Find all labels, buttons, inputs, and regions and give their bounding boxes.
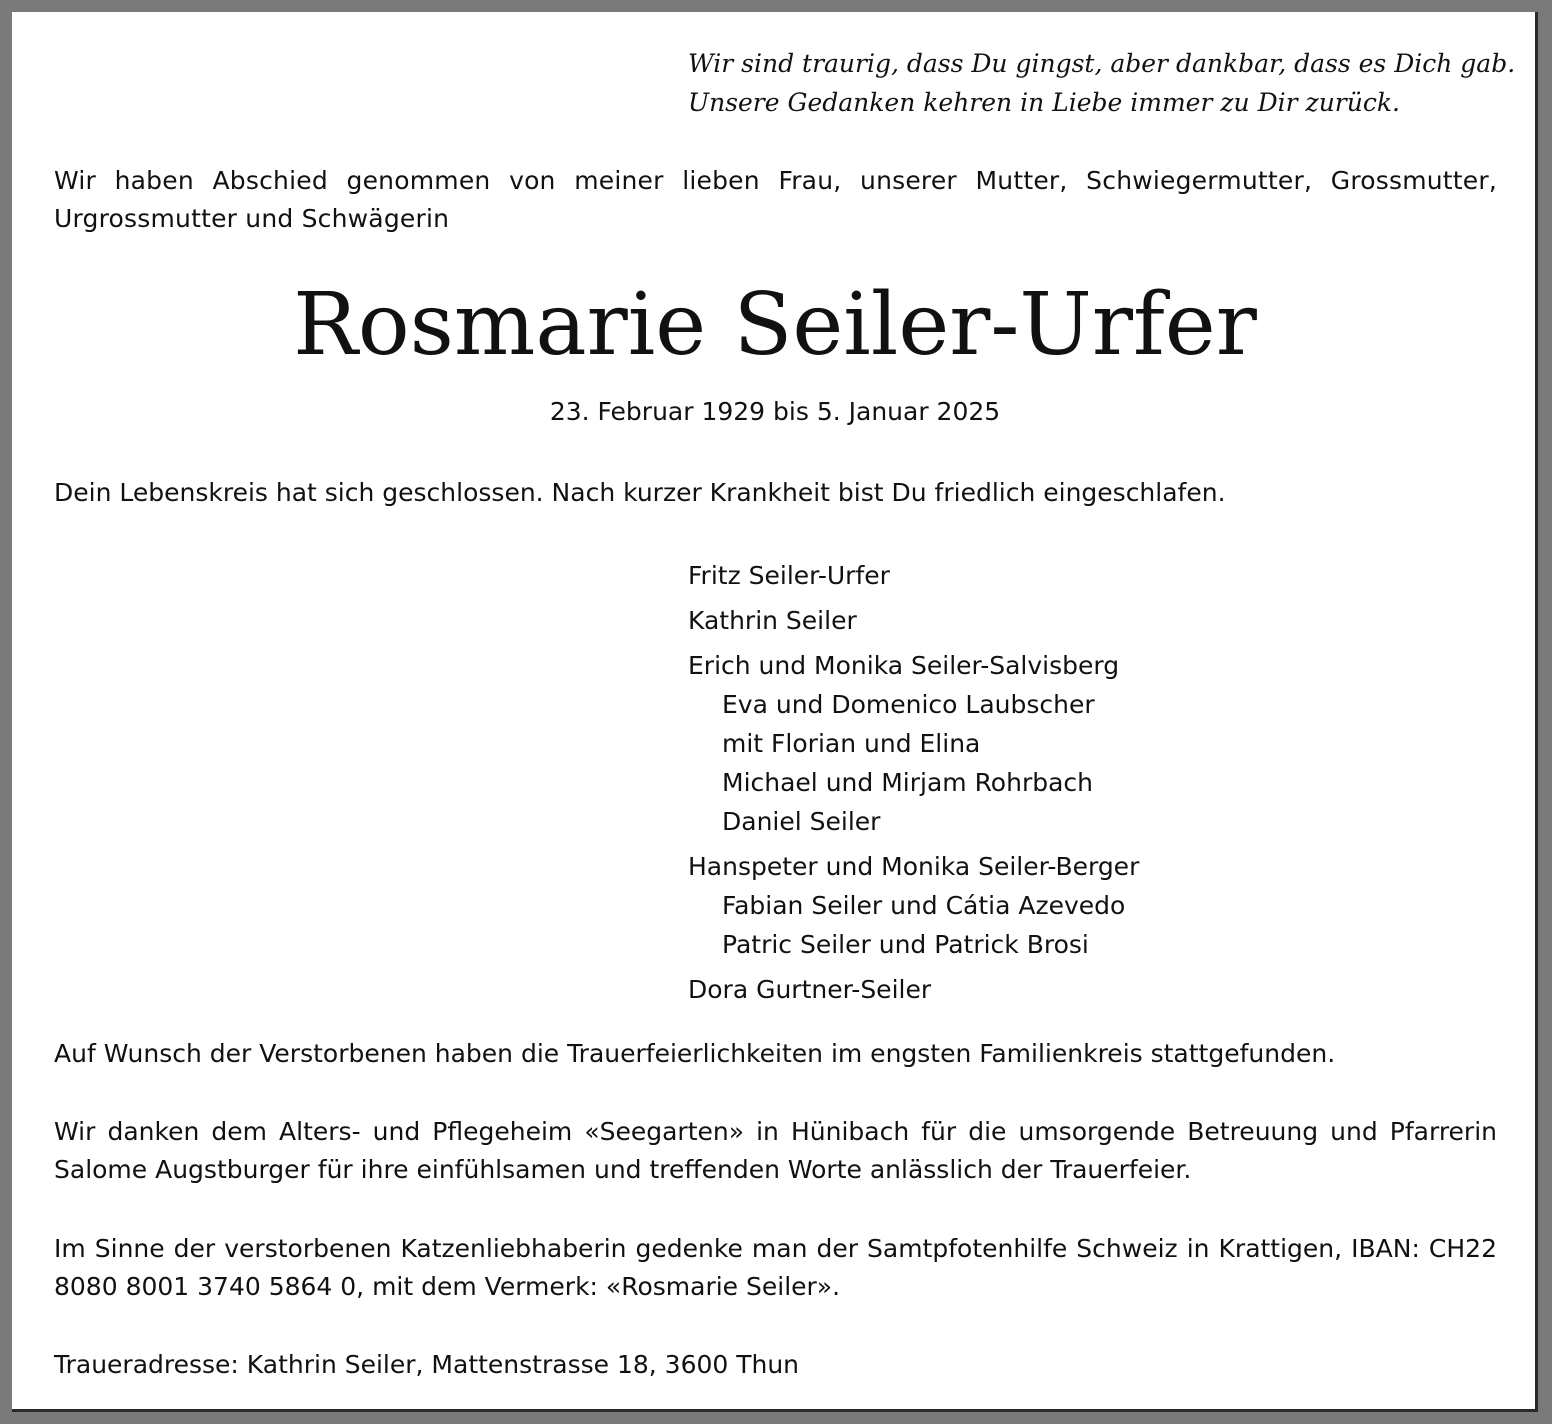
life-dates: 23. Februar 1929 bis 5. Januar 2025 — [549, 397, 1001, 426]
family-group — [688, 848, 1139, 964]
family-member: Dora Gurtner-Seiler — [688, 975, 932, 1004]
deceased-name: Rosmarie Seiler-Urfer — [293, 275, 1257, 375]
family-child: Fabian Seiler und Cátia Azevedo — [722, 891, 1126, 920]
intro-text: Wir haben Abschied genommen von meiner lieben Frau, unserer Mutter, Schwiegermutter, Grossmutter, Urgrossmutter und Schwägerin — [54, 166, 1497, 233]
quote-line: Unsere Gedanken kehren in Liebe immer zu Dir zurück. — [688, 88, 1400, 117]
family-group — [688, 971, 1139, 1009]
funeral-note: Auf Wunsch der Verstorbenen haben die Trauerfeierlichkeiten im engsten Familienkreis stattgefunden. — [54, 1039, 1336, 1068]
family-member: Fritz Seiler-Urfer — [688, 561, 890, 590]
family-child: Michael und Mirjam Rohrbach — [722, 768, 1094, 797]
family-list — [688, 557, 1139, 1016]
obituary-notice — [12, 12, 1538, 1412]
thanks-text: Wir danken dem Alters- und Pflegeheim «Seegarten» in Hünibach für die umsorgende Betreuung und Pfarrerin Salome Augstburger für ihre einfühlsamen und treffenden Worte anlässlich der Trauerfeier. — [54, 1117, 1497, 1184]
mourning-address: Traueradresse: Kathrin Seiler, Mattenstrasse 18, 3600 Thun — [54, 1350, 800, 1379]
family-group — [688, 602, 1139, 640]
life-statement: Dein Lebenskreis hat sich geschlossen. Nach kurzer Krankheit bist Du friedlich eingeschlafen. — [54, 478, 1226, 507]
family-group — [688, 647, 1139, 841]
family-child: Patric Seiler und Patrick Brosi — [722, 930, 1089, 959]
donation-text: Im Sinne der verstorbenen Katzenliebhaberin gedenke man der Samtpfotenhilfe Schweiz in Krattigen, IBAN: CH22 8080 8001 3740 5864 0, mit dem Vermerk: «Rosmarie Seiler». — [54, 1234, 1497, 1301]
memorial-quote — [688, 44, 1515, 122]
family-child: Eva und Domenico Laubscher — [722, 690, 1095, 719]
family-group — [688, 557, 1139, 595]
family-member: Erich und Monika Seiler-Salvisberg — [688, 651, 1120, 680]
quote-line: Wir sind traurig, dass Du gingst, aber dankbar, dass es Dich gab. — [688, 49, 1516, 78]
family-child: mit Florian und Elina — [722, 729, 981, 758]
family-member: Kathrin Seiler — [688, 606, 857, 635]
family-member: Hanspeter und Monika Seiler-Berger — [688, 852, 1140, 881]
family-child: Daniel Seiler — [722, 807, 881, 836]
